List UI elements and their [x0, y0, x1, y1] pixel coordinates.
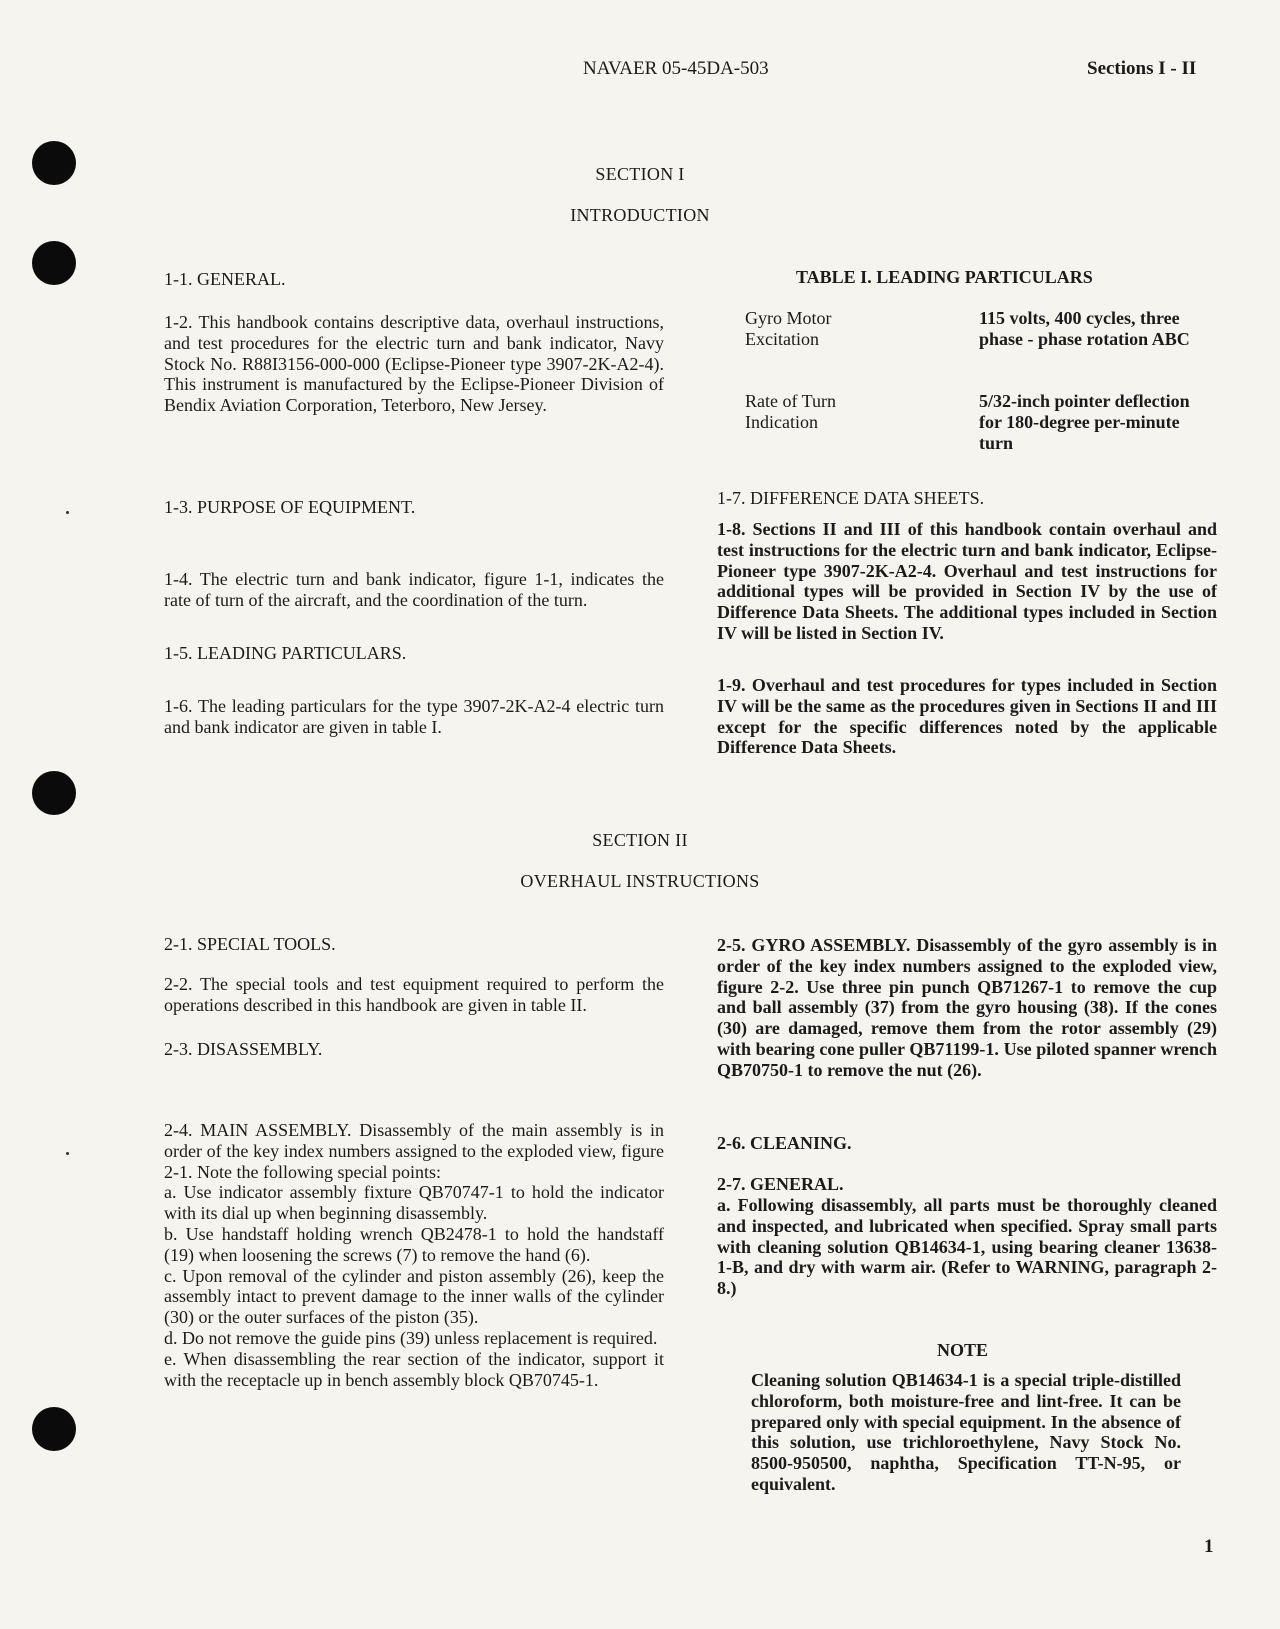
- paragraph-heading: 2-7. GENERAL.: [717, 1174, 844, 1194]
- note-title: NOTE: [937, 1340, 989, 1360]
- list-item: a. Use indicator assembly fixture QB70747-1 to hold the indicator with its dial up when beginning disassembly.: [164, 1182, 664, 1224]
- note-text: Cleaning solution QB14634-1 is a special triple-distilled chloroform, both moisture-free and lint-free. It can be prepared only with special equipment. In the absence of this solution, use trichloroethylene, Navy Stock No. 8500-950500, naphtha, Specification TT-N-95, or equivalent.: [751, 1370, 1181, 1494]
- section-title: SECTION I: [595, 164, 685, 184]
- paragraph: 1-6. The leading particulars for the type 3907-2K-A2-4 electric turn and bank indicator are given in table I.: [164, 696, 664, 737]
- binder-hole: [32, 241, 76, 285]
- paragraph-heading: 1-1. GENERAL.: [164, 269, 286, 289]
- section-subtitle: OVERHAUL INSTRUCTIONS: [520, 871, 760, 891]
- paragraph-heading: 2-6. CLEANING.: [717, 1133, 852, 1153]
- table-row-value: 115 volts, 400 cycles, three phase - phase rotation ABC: [979, 308, 1190, 349]
- table-title: TABLE I. LEADING PARTICULARS: [796, 267, 1093, 287]
- binder-hole: [32, 1407, 76, 1451]
- section-range: Sections I - II: [1087, 58, 1197, 79]
- paragraph: 1-2. This handbook contains descriptive data, overhaul instructions, and test procedures for the electric turn and bank indicator, Navy Stock No. R88I3156-000-000 (Eclipse-Pioneer type 3907-2K-A2-4). This instrument is manufactured by the Eclipse-Pioneer Division of Bendix Aviation Corporation, Teterboro, New Jersey.: [164, 312, 664, 416]
- section-subtitle: INTRODUCTION: [570, 205, 710, 225]
- list-item: d. Do not remove the guide pins (39) unless replacement is required.: [164, 1327, 658, 1348]
- scan-speck: [66, 1152, 69, 1155]
- table-row-value: 5/32-inch pointer deflection for 180-degree per-minute turn: [979, 391, 1190, 453]
- paragraph: 2-4. MAIN ASSEMBLY. Disassembly of the main assembly is in order of the key index numbers assigned to the exploded view, figure 2-1. Note the following special points:: [164, 1120, 664, 1182]
- paragraph: 1-8. Sections II and III of this handbook contain overhaul and test instructions for the electric turn and bank indicator, Eclipse-Pioneer type 3907-2K-A2-4. Overhaul and test instructions for additional types will be provided in Section IV by the use of Difference Data Sheets. The additional types included in Section IV will be listed in Section IV.: [717, 519, 1217, 643]
- document-number: NAVAER 05-45DA-503: [583, 58, 769, 79]
- scan-speck: [66, 511, 69, 514]
- paragraph-heading: 2-1. SPECIAL TOOLS.: [164, 934, 336, 954]
- binder-hole: [32, 771, 76, 815]
- list-item: b. Use handstaff holding wrench QB2478-1 to hold the handstaff (19) when loosening the screws (7) to remove the hand (6).: [164, 1223, 664, 1265]
- list-item: c. Upon removal of the cylinder and piston assembly (26), keep the assembly intact to prevent damage to the inner walls of the cylinder (30) or the outer surfaces of the piston (35).: [164, 1265, 664, 1328]
- paragraph: 1-9. Overhaul and test procedures for types included in Section IV will be the same as the procedures given in Sections II and III except for the specific differences noted by the applicable Difference Data Sheets.: [717, 675, 1217, 758]
- paragraph: 2-2. The special tools and test equipment required to perform the operations described in this handbook are given in table II.: [164, 974, 664, 1015]
- section-title: SECTION II: [592, 830, 688, 850]
- paragraph-heading: 1-7. DIFFERENCE DATA SHEETS.: [717, 488, 985, 508]
- page-number: 1: [1204, 1536, 1214, 1557]
- paragraph-heading: 1-5. LEADING PARTICULARS.: [164, 643, 407, 663]
- paragraph: 1-4. The electric turn and bank indicator, figure 1-1, indicates the rate of turn of the aircraft, and the coordination of the turn.: [164, 569, 664, 610]
- paragraph: a. Following disassembly, all parts must be thoroughly cleaned and inspected, and lubricated when specified. Spray small parts with cleaning solution QB14634-1, using bearing cleaner 13638-1-B, and dry with warm air. (Refer to WARNING, paragraph 2-8.): [717, 1195, 1217, 1299]
- paragraph-heading: 1-3. PURPOSE OF EQUIPMENT.: [164, 497, 416, 517]
- list-item: e. When disassembling the rear section of the indicator, support it with the receptacle up in bench assembly block QB70745-1.: [164, 1348, 664, 1390]
- table-row-label: Rate of Turn Indication: [745, 391, 837, 432]
- table-row-label: Gyro Motor Excitation: [745, 308, 832, 349]
- main-assembly-instructions: [164, 1120, 664, 1390]
- paragraph-heading: 2-3. DISASSEMBLY.: [164, 1039, 323, 1059]
- paragraph: 2-5. GYRO ASSEMBLY. Disassembly of the gyro assembly is in order of the key index numbers assigned to the exploded view, figure 2-2. Use three pin punch QB71267-1 to remove the cup and ball assembly (37) from the gyro housing (38). If the cones (30) are damaged, remove them from the rotor assembly (29) with bearing cone puller QB71199-1. Use piloted spanner wrench QB70750-1 to remove the nut (26).: [717, 935, 1217, 1080]
